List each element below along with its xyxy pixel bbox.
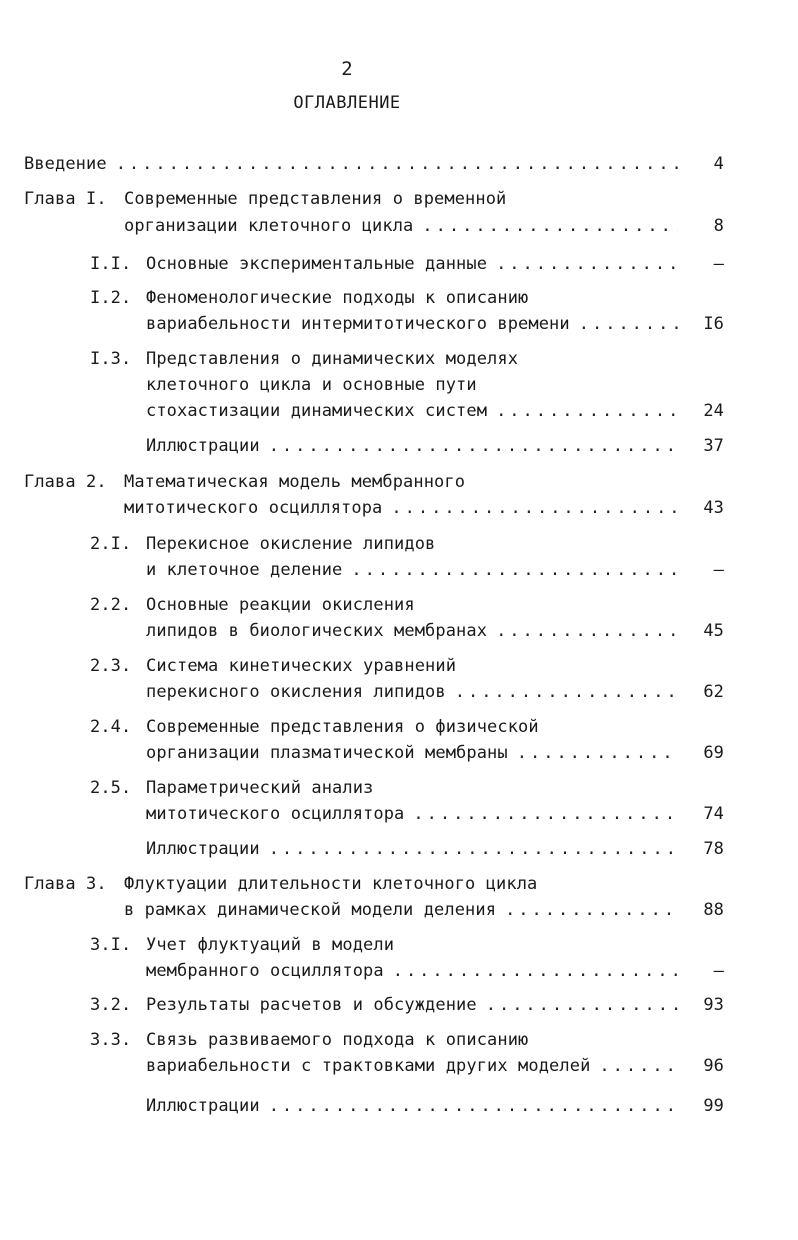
toc-section-2-3: 2.3. Система кинетических уравнений	[90, 656, 457, 676]
toc-chapter-2-line2: митотического осциллятора .....	[124, 497, 678, 519]
toc-section-number: 2.I.	[90, 534, 132, 554]
toc-page-number: 24	[703, 401, 724, 421]
toc-page-number: 37	[703, 436, 724, 456]
toc-section-1-2: I.2. Феноменологические подходы к описанию	[90, 288, 529, 308]
toc-section-1-1: I.I. Основные экспериментальные данные .....	[90, 253, 678, 275]
toc-section-2-4: 2.4. Современные представления о физической	[90, 717, 539, 737]
toc-section-3-3: 3.3. Связь развиваемого подхода к описанию	[90, 1030, 529, 1050]
toc-section-2-4-line2: организации плазматической мембраны .....	[146, 742, 678, 764]
toc-section-1-2-line2: вариабельности интермитотического времени .....	[146, 313, 678, 335]
toc-entry-label: Введение	[24, 154, 107, 174]
toc-section-2-2-line2: липидов в биологических мембранах .....	[146, 620, 678, 642]
toc-section-number: 2.5.	[90, 778, 132, 798]
toc-section-number: 3.2.	[90, 995, 132, 1015]
toc-chapter-1: Глава I. Современные представления о временной	[24, 189, 507, 209]
toc-chapter-number: Глава 2.	[24, 472, 107, 492]
toc-page-number: –	[713, 254, 724, 274]
toc-section-1-3-line3: стохастизации динамических систем .....	[146, 400, 678, 422]
toc-page-number: –	[713, 560, 724, 580]
toc-chapter-2: Глава 2. Математическая модель мембранного	[24, 472, 466, 492]
toc-section-number: 2.4.	[90, 717, 132, 737]
toc-chapter-1-line2: организации клеточного цикла .....	[124, 215, 678, 237]
toc-section-number: 3.I.	[90, 935, 132, 955]
toc-page-number: 96	[703, 1056, 724, 1076]
toc-section-number: 3.3.	[90, 1030, 132, 1050]
toc-illustrations-2: Иллюстрации .....	[146, 838, 678, 860]
toc-chapter-3-line2: в рамках динамической модели деления .....	[124, 899, 678, 921]
toc-section-1-3-line2: клеточного цикла и основные пути	[146, 375, 477, 395]
toc-chapter-number: Глава I.	[24, 189, 107, 209]
toc-illustrations-3: Иллюстрации .....	[146, 1095, 678, 1117]
toc-section-number: I.3.	[90, 349, 132, 369]
toc-page-number: 62	[703, 682, 724, 702]
toc-section-3-3-line2: вариабельности с трактовками других моделей .....	[146, 1055, 678, 1077]
toc-section-2-2: 2.2. Основные реакции окисления	[90, 595, 415, 615]
toc-entry-intro	[24, 153, 678, 175]
toc-section-number: 2.2.	[90, 595, 132, 615]
toc-illustrations-1: Иллюстрации .....	[146, 435, 678, 457]
toc-chapter-3: Глава 3. Флуктуации длительности клеточного цикла	[24, 874, 538, 894]
toc-page-number: 69	[703, 743, 724, 763]
toc-chapter-number: Глава 3.	[24, 874, 107, 894]
toc-page-number: –	[713, 961, 724, 981]
toc-page-number: 4	[713, 154, 724, 174]
toc-page-number: 99	[703, 1096, 724, 1116]
toc-section-2-1: 2.I. Перекисное окисление липидов	[90, 534, 436, 554]
toc-section-number: I.I.	[90, 254, 132, 274]
toc-section-2-5: 2.5. Параметрический анализ	[90, 778, 374, 798]
toc-section-3-2: 3.2. Результаты расчетов и обсуждение .....	[90, 994, 678, 1016]
toc-section-2-5-line2: митотического осциллятора .....	[146, 803, 678, 825]
toc-section-number: 2.3.	[90, 656, 132, 676]
toc-section-number: I.2.	[90, 288, 132, 308]
toc-page-number: 8	[713, 216, 724, 236]
toc-section-3-1: 3.I. Учет флуктуаций в модели	[90, 935, 395, 955]
toc-page-number: 93	[703, 995, 724, 1015]
toc-section-2-3-line2: перекисного окисления липидов .....	[146, 681, 678, 703]
toc-page-number: I6	[703, 314, 724, 334]
toc-section-3-1-line2: мембранного осциллятора .....	[146, 960, 678, 982]
toc-page-number: 43	[703, 498, 724, 518]
page-number: 2	[341, 58, 353, 80]
toc-page-number: 45	[703, 621, 724, 641]
toc-page-number: 88	[703, 900, 724, 920]
toc-page-number: 74	[703, 804, 724, 824]
toc-page-number: 78	[703, 839, 724, 859]
page-title: ОГЛАВЛЕНИЕ	[293, 93, 401, 113]
toc-section-2-1-line2: и клеточное деление .....	[146, 559, 678, 581]
toc-section-1-3: I.3. Представления о динамических моделях	[90, 349, 519, 369]
